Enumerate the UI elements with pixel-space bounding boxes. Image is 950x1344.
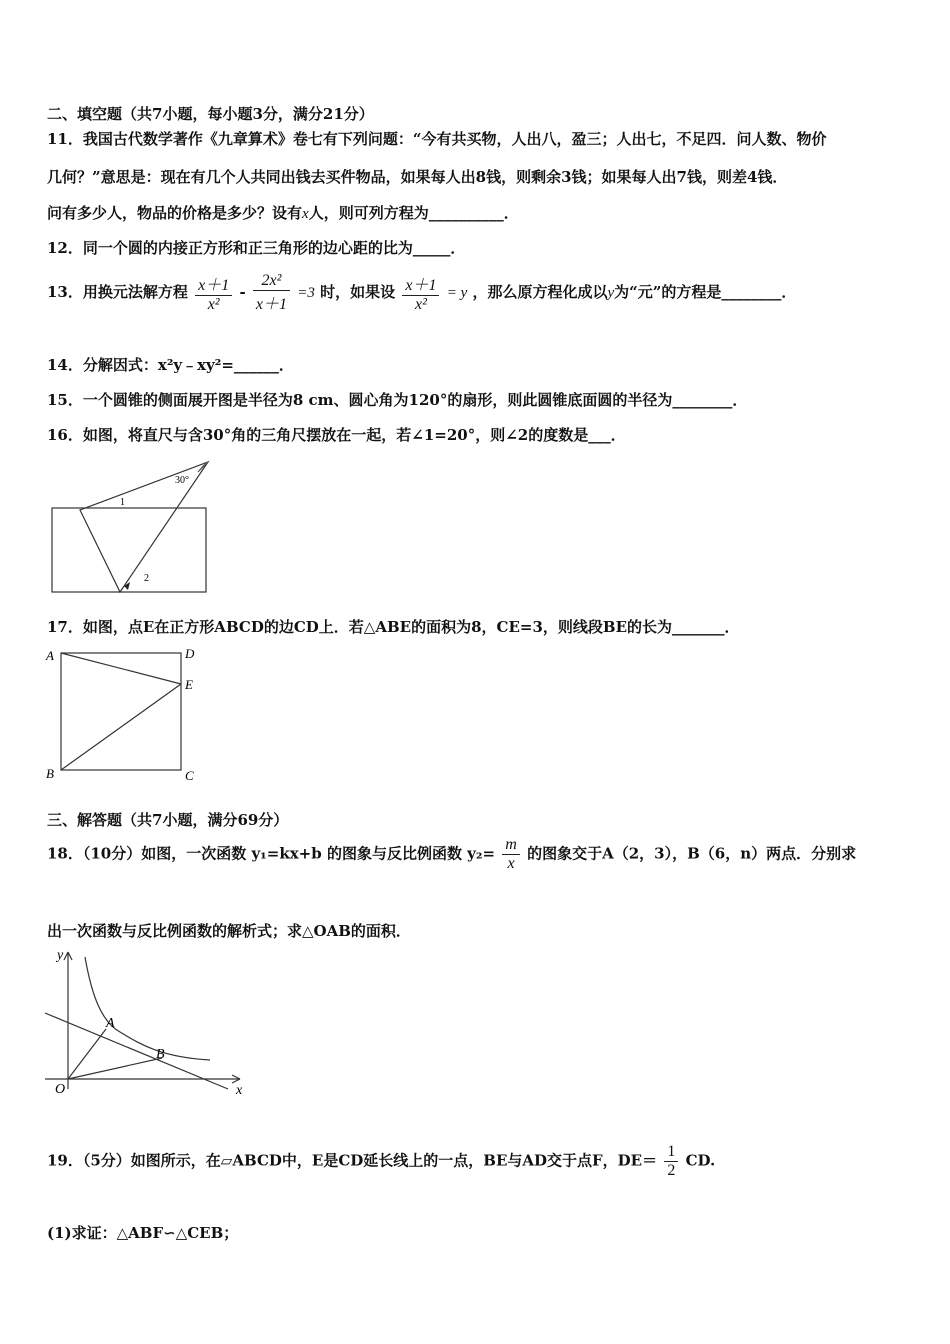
q13-mid: 时，如果设 (320, 283, 396, 301)
q15-text: 15．一个圆锥的侧面展开图是半径为8 cm、圆心角为120°的扇形，则此圆锥底面圆的半径为________． (47, 391, 748, 409)
q13-eq3: =3 (297, 285, 315, 301)
section-3-title: 三、解答题（共7小题，满分69分） (47, 811, 289, 829)
square-abcd (61, 653, 181, 770)
q11-line3a: 问有多少人，物品的价格是多少？设有 (47, 204, 303, 222)
q18-line2: 出一次函数与反比例函数的解析式；求△OAB的面积． (47, 922, 411, 940)
q11-line3 (47, 202, 519, 223)
q19-line1 (47, 1143, 715, 1180)
q13-f1-num: x＋1 (198, 277, 230, 294)
label-b: B (46, 766, 54, 781)
q18-line1 (47, 836, 856, 873)
q19-prefix: 19．（5分）如图所示，在▱ABCD中，E是CD延长线上的一点，BE与AD交于点F，DE＝ (47, 1151, 658, 1170)
q13-f2-den: x＋1 (253, 290, 290, 314)
angle-30-label: 30° (175, 475, 189, 486)
segment-be (61, 684, 181, 770)
q16-figure (48, 458, 213, 598)
q13-fraction-2 (253, 272, 290, 314)
label-o: O (55, 1082, 66, 1097)
q18-prefix: 18．（10分）如图，一次函数 y₁=kx+b 的图象与反比例函数 y₂= (47, 844, 496, 863)
q18-suffix: 的图象交于A（2，3），B（6，n）两点．分别求 (527, 844, 857, 863)
q19-frac-num: 1 (667, 1143, 676, 1160)
q13-fraction-1 (195, 272, 232, 314)
q17-figure (40, 642, 210, 787)
q11-line3b: 人，则可列方程为__________． (308, 204, 519, 222)
q17-text: 17．如图，点E在正方形ABCD的边CD上．若△ABE的面积为8，CE=3，则线段BE的长为_______． (47, 618, 740, 636)
q13-suffix-b: 为“元”的方程是________． (614, 283, 797, 301)
q13-f2-num: 2x² (261, 272, 282, 289)
q18-fraction (502, 836, 520, 873)
label-e: E (185, 677, 193, 692)
hyperbola (85, 957, 210, 1060)
q18-figure (40, 947, 250, 1097)
section-2-title: 二、填空题（共7小题，每小题3分，满分21分） (47, 105, 374, 123)
q19-frac-den: 2 (664, 1161, 678, 1180)
q18-frac-num: m (505, 836, 517, 853)
q12-text: 12．同一个圆的内接正方形和正三角形的边心距的比为_____． (47, 239, 466, 257)
q16-text: 16．如图，将直尺与含30°角的三角尺摆放在一起，若∠1=20°，则∠2的度数是___． (47, 426, 626, 444)
q13-f3-den: x² (402, 295, 439, 314)
angle-2-mark (124, 582, 130, 590)
angle-2-label: 2 (144, 573, 149, 584)
q18-frac-den: x (502, 854, 520, 873)
q13-prefix: 13．用换元法解方程 (47, 283, 188, 301)
q19-part1: (1)求证：△ABF∽△CEB； (47, 1224, 239, 1242)
q13-minus: - (239, 283, 246, 301)
label-y: y (57, 948, 64, 963)
q13-equation-line (47, 272, 796, 314)
label-c: C (185, 768, 194, 783)
q19-suffix: CD. (685, 1151, 716, 1170)
q13-f3-num: x＋1 (405, 277, 437, 294)
angle-1-label: 1 (120, 497, 125, 508)
label-d: D (185, 646, 195, 661)
q13-f1-den: x² (195, 295, 232, 314)
label-a: A (46, 648, 54, 663)
q13-suffix-a: ，那么原方程化成以 (472, 283, 608, 301)
label-a: A (106, 1016, 115, 1031)
q11-var: x (302, 206, 309, 222)
label-b: B (156, 1047, 165, 1062)
q14-text: 14．分解因式：x²y﹣xy²=______． (47, 356, 294, 374)
q13-y: y (607, 285, 615, 301)
q11-line1: 11．我国古代数学著作《九章算术》卷七有下列问题：“今有共买物，人出八，盈三；人出七，不足四．问人数、物价 (47, 130, 827, 148)
q11-line2: 几何？”意思是：现在有几个人共同出钱去买件物品，如果每人出8钱，则剩余3钱；如果每人出7钱，则差4钱． (47, 168, 788, 186)
q13-eqy: = y (446, 285, 468, 301)
q13-fraction-3 (402, 272, 439, 314)
q19-fraction (664, 1143, 678, 1180)
label-x: x (236, 1083, 243, 1097)
segment-ae (61, 653, 181, 684)
